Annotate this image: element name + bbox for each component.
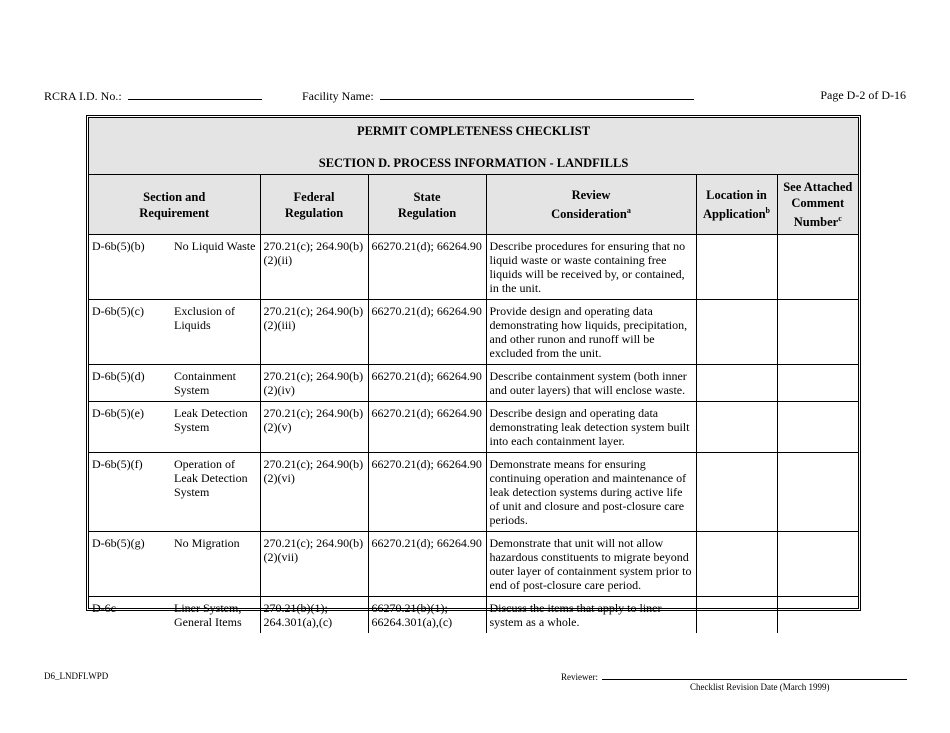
col-location-in-application: Location in Application$^b$ <box>696 175 777 235</box>
rcra-id-label: RCRA I.D. No.: <box>44 89 122 103</box>
requirement: No Liquid Waste <box>174 239 256 254</box>
revision-date: Checklist Revision Date (March 1999) <box>690 682 830 692</box>
federal-regulation: 270.21(c); 264.90(b)(2)(v) <box>260 402 368 453</box>
col-federal-regulation: Federal Regulation <box>260 175 368 235</box>
section-code: D-6b(5)(e) <box>92 406 144 421</box>
table-row <box>89 597 858 634</box>
section-code: D-6b(5)(g) <box>92 536 145 551</box>
facility-name-field <box>302 88 694 104</box>
col-comment-number: See Attached Comment Number$^c$ <box>777 175 858 235</box>
rcra-id-field <box>44 88 262 104</box>
section-code: D-6b(5)(d) <box>92 369 145 384</box>
table-title-block <box>89 118 858 175</box>
requirement: Exclusion of Liquids <box>174 304 235 333</box>
location-cell[interactable] <box>696 365 777 402</box>
comment-cell[interactable] <box>777 235 858 300</box>
facility-name-label: Facility Name: <box>302 89 374 103</box>
comment-cell[interactable] <box>777 453 858 532</box>
requirement: Operation of Leak Detection System <box>174 457 248 500</box>
review-consideration: Describe design and operating data demonstrating leak detection system built into each containment layer. <box>486 402 696 453</box>
comment-cell[interactable] <box>777 532 858 597</box>
state-regulation: 66270.21(d); 66264.90 <box>368 365 486 402</box>
table-row <box>89 365 858 402</box>
section-code: D-6b(5)(b) <box>92 239 145 254</box>
federal-regulation: 270.21(c); 264.90(b)(2)(iv) <box>260 365 368 402</box>
rcra-id-line[interactable] <box>128 88 262 100</box>
table-title: PERMIT COMPLETENESS CHECKLIST <box>356 124 591 138</box>
section-code: D-6b(5)(c) <box>92 304 144 319</box>
comment-cell[interactable] <box>777 402 858 453</box>
facility-name-line[interactable] <box>380 88 694 100</box>
reviewer-field <box>561 671 907 682</box>
review-consideration: Describe procedures for ensuring that no liquid waste or waste containing free liquids will be received by, or contained, in the unit. <box>486 235 696 300</box>
checklist-table-frame <box>86 115 861 630</box>
comment-cell[interactable] <box>777 365 858 402</box>
section-code: D-6c <box>92 601 116 616</box>
federal-regulation: 270.21(c); 264.90(b)(2)(iii) <box>260 300 368 365</box>
col-section-requirement: Section and Requirement <box>89 175 260 235</box>
page-number: Page D-2 of D-16 <box>820 88 906 102</box>
table-row <box>89 300 858 365</box>
federal-regulation: 270.21(c); 264.90(b)(2)(vi) <box>260 453 368 532</box>
requirement: No Migration <box>174 536 240 551</box>
comment-cell[interactable] <box>777 597 858 634</box>
location-cell[interactable] <box>696 300 777 365</box>
state-regulation: 66270.21(d); 66264.90 <box>368 235 486 300</box>
reviewer-line[interactable] <box>602 671 907 680</box>
federal-regulation: 270.21(c); 264.90(b)(2)(vii) <box>260 532 368 597</box>
comment-cell[interactable] <box>777 300 858 365</box>
requirement: Liner System, General Items <box>174 601 242 630</box>
requirement: Containment System <box>174 369 236 398</box>
location-cell[interactable] <box>696 532 777 597</box>
section-code: D-6b(5)(f) <box>92 457 143 472</box>
col-state-regulation: State Regulation <box>368 175 486 235</box>
state-regulation: 66270.21(d); 66264.90 <box>368 453 486 532</box>
state-regulation: 66270.21(b)(1); 66264.301(a),(c) <box>368 597 486 634</box>
file-name: D6_LNDFI.WPD <box>44 671 109 681</box>
review-consideration: Discuss the items that apply to liner system as a whole. <box>486 597 696 634</box>
checklist-table <box>89 118 858 633</box>
table-row <box>89 532 858 597</box>
col-review-consideration: Review Consideration$^a$ <box>486 175 696 235</box>
state-regulation: 66270.21(d); 66264.90 <box>368 300 486 365</box>
federal-regulation: 270.21(b)(1); 264.301(a),(c) <box>260 597 368 634</box>
location-cell[interactable] <box>696 453 777 532</box>
section-title: SECTION D. PROCESS INFORMATION - LANDFILLS <box>318 156 629 170</box>
location-cell[interactable] <box>696 235 777 300</box>
review-consideration: Describe containment system (both inner and outer layers) that will enclose waste. <box>486 365 696 402</box>
state-regulation: 66270.21(d); 66264.90 <box>368 402 486 453</box>
table-row <box>89 235 858 300</box>
table-row <box>89 453 858 532</box>
reviewer-label: Reviewer: <box>561 672 598 682</box>
state-regulation: 66270.21(d); 66264.90 <box>368 532 486 597</box>
location-cell[interactable] <box>696 597 777 634</box>
table-row <box>89 402 858 453</box>
review-consideration: Provide design and operating data demonstrating how liquids, precipitation, and other runon and runoff will be excluded from the unit. <box>486 300 696 365</box>
review-consideration: Demonstrate means for ensuring continuing operation and maintenance of leak detection systems during active life of unit and closure and post-closure care periods. <box>486 453 696 532</box>
location-cell[interactable] <box>696 402 777 453</box>
requirement: Leak Detection System <box>174 406 248 435</box>
review-consideration: Demonstrate that unit will not allow hazardous constituents to migrate beyond outer layer of containment system prior to end of post-closure care period. <box>486 532 696 597</box>
federal-regulation: 270.21(c); 264.90(b)(2)(ii) <box>260 235 368 300</box>
